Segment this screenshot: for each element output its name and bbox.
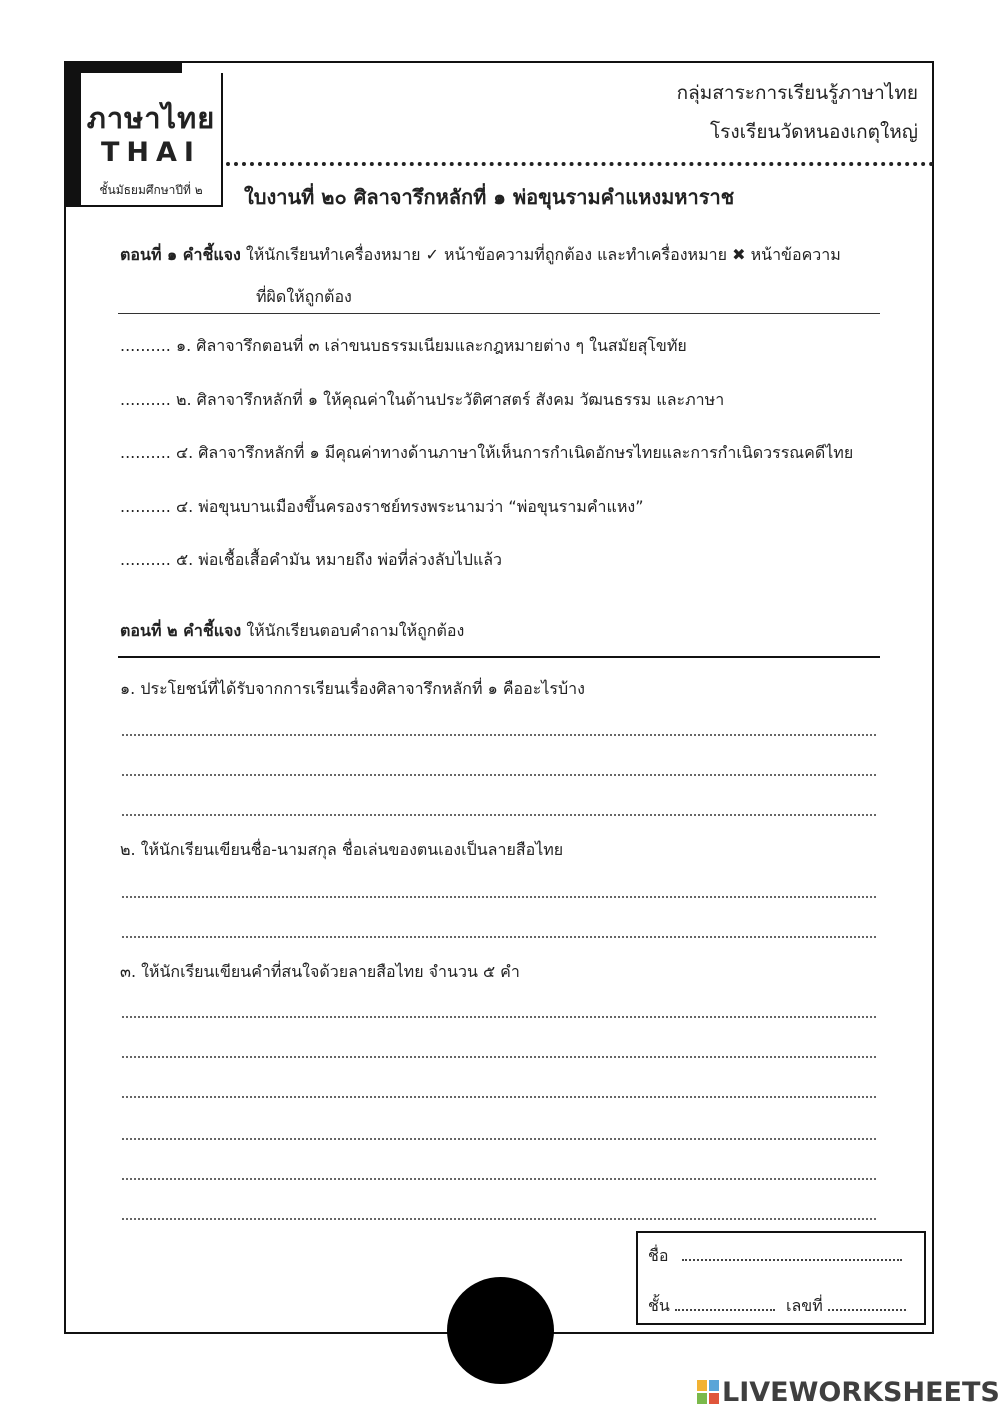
answer-line[interactable] <box>122 1218 876 1220</box>
part1-instructions <box>120 234 890 318</box>
class-label: ชั้น <box>648 1296 670 1315</box>
answer-blank[interactable]: .......... <box>120 443 171 462</box>
question-3: ๓. ให้นักเรียนเขียนคำที่สนใจด้วยลายสือไทย จำนวน ๕ คำ <box>120 962 520 981</box>
tf-item-3 <box>120 441 853 466</box>
brand-logo <box>697 1377 1000 1408</box>
item-text: ๒. ศิลาจารึกหลักที่ ๑ ให้คุณค่าในด้านประวัติศาสตร์ สังคม วัฒนธรรม และภาษา <box>175 390 725 409</box>
item-text: ๔. พ่อขุนบานเมืองขึ้นครองราชย์ทรงพระนามว่า “พ่อขุนรามคำแหง” <box>175 497 644 516</box>
brand-name: LIVEWORKSHEETS <box>722 1377 1000 1408</box>
answer-line[interactable] <box>122 1138 876 1140</box>
answer-line[interactable] <box>122 936 876 938</box>
tf-item-5 <box>120 548 502 573</box>
school-name: โรงเรียนวัดหนองเกตุใหญ่ <box>709 121 918 143</box>
answer-line[interactable] <box>122 1096 876 1098</box>
instruction-c: หน้าข้อความ <box>750 245 841 264</box>
answer-line[interactable] <box>122 1016 876 1018</box>
part2-label: ตอนที่ ๒ คำชี้แจง <box>120 621 242 640</box>
header-divider <box>226 162 934 166</box>
department-name: กลุ่มสาระการเรียนรู้ภาษาไทย <box>676 82 918 104</box>
class-field[interactable] <box>675 1308 775 1311</box>
instruction-d: ที่ผิดให้ถูกต้อง <box>256 287 352 306</box>
number-label: เลขที่ <box>785 1296 823 1315</box>
corner-bar <box>64 61 182 73</box>
cross-mark-icon: ✖ <box>732 245 746 264</box>
answer-line[interactable] <box>122 734 876 736</box>
item-text: ๕. พ่อเชื้อเสื้อคำมัน หมายถึง พ่อที่ล่วงลับไปแล้ว <box>175 550 503 569</box>
part2-divider <box>118 656 880 658</box>
check-mark-icon: ✓ <box>425 245 439 264</box>
tf-item-2 <box>120 388 724 413</box>
subject-logo <box>79 73 223 207</box>
punch-hole <box>447 1277 554 1384</box>
item-text: ๔. ศิลาจารึกหลักที่ ๑ มีคุณค่าทางด้านภาษาให้เห็นการกำเนิดอักษรไทยและการกำเนิดวรรณคดีไทย <box>175 443 854 462</box>
answer-blank[interactable]: .......... <box>120 336 171 355</box>
instruction-b: หน้าข้อความที่ถูกต้อง และทำเครื่องหมาย <box>444 245 727 264</box>
logo-thai: ภาษาไทย <box>86 101 216 135</box>
part2-instructions <box>120 619 464 644</box>
part2-instruction: ให้นักเรียนตอบคำถามให้ถูกต้อง <box>246 621 465 640</box>
worksheet-title: ใบงานที่ ๒๐ ศิลาจารึกหลักที่ ๑ พ่อขุนรามคำแหงมหาราช <box>244 185 735 209</box>
grade-label: ชั้นมัธยมศึกษาปีที่ ๒ <box>99 183 203 197</box>
answer-line[interactable] <box>122 814 876 816</box>
tf-item-1 <box>120 334 687 359</box>
name-field[interactable] <box>682 1258 902 1261</box>
instruction-a: ให้นักเรียนทำเครื่องหมาย <box>245 245 421 264</box>
logo-side-bar <box>64 73 79 207</box>
part1-label: ตอนที่ ๑ คำชี้แจง <box>120 245 241 264</box>
answer-blank[interactable]: .......... <box>120 550 171 569</box>
name-row <box>648 1244 902 1269</box>
name-label: ชื่อ <box>648 1246 669 1265</box>
part1-divider <box>118 313 880 314</box>
answer-line[interactable] <box>122 1056 876 1058</box>
answer-blank[interactable]: .......... <box>120 390 171 409</box>
answer-blank[interactable]: .......... <box>120 497 171 516</box>
answer-line[interactable] <box>122 896 876 898</box>
class-row <box>648 1294 906 1319</box>
tf-item-4 <box>120 495 644 520</box>
item-text: ๑. ศิลาจารึกตอนที่ ๓ เล่าขนบธรรมเนียมและกฎหมายต่าง ๆ ในสมัยสุโขทัย <box>175 336 687 355</box>
number-field[interactable] <box>828 1308 906 1311</box>
question-1: ๑. ประโยชน์ที่ได้รับจากการเรียนเรื่องศิลาจารึกหลักที่ ๑ คืออะไรบ้าง <box>120 679 585 698</box>
logo-english: THAI <box>101 137 201 168</box>
question-2: ๒. ให้นักเรียนเขียนชื่อ-นามสกุล ชื่อเล่นของตนเองเป็นลายสือไทย <box>120 840 564 859</box>
answer-line[interactable] <box>122 1178 876 1180</box>
answer-line[interactable] <box>122 774 876 776</box>
liveworksheets-icon <box>697 1380 719 1404</box>
